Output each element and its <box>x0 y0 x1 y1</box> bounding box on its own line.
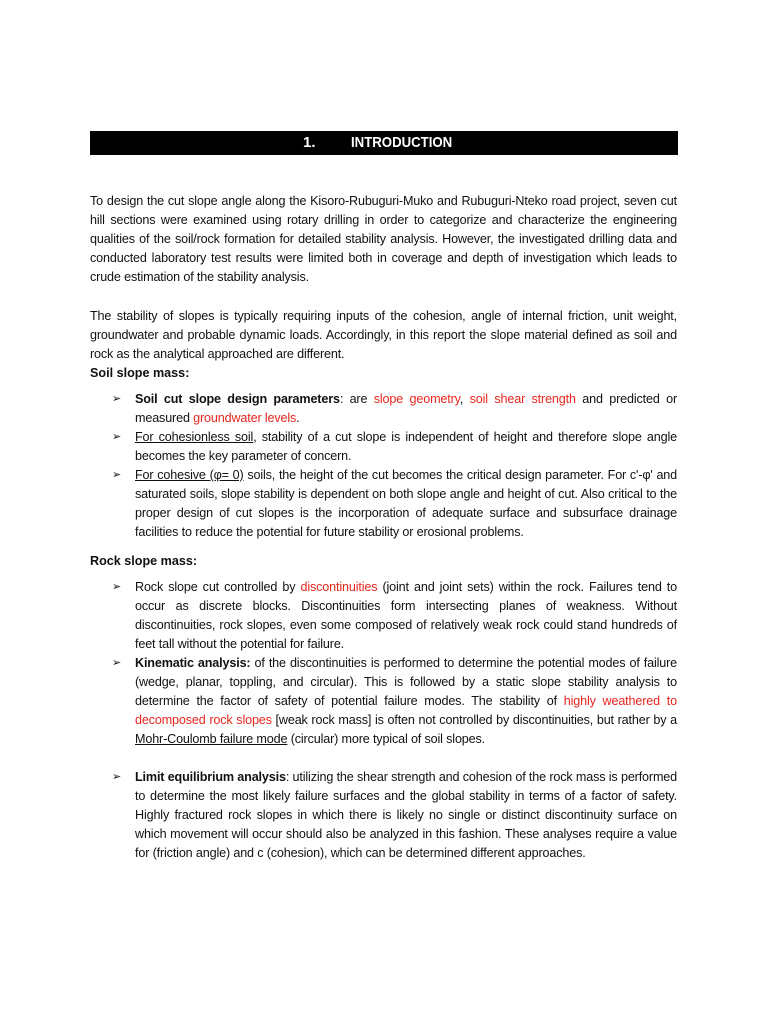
highlight-term: groundwater levels <box>193 411 297 425</box>
underlined-term: Mohr-Coulomb failure mode <box>135 732 288 746</box>
text-run: : utilizing the shear strength and cohesion of the rock mass is performed to determine the most likely failure surfaces and the global stability in terms of a factor of safety. Highly fractured rock slopes in which there is likely no single or distinct discontinuity surface on which movement will occur should also be analyzed in this fashion. These analyses require a value for (friction angle) and c (cohesion), which can be determined different approaches. <box>135 770 678 860</box>
bold-term: Soil cut slope design parameters <box>135 392 340 406</box>
soil-bullet-list <box>112 390 677 542</box>
highlight-term: discontinuities <box>300 580 378 594</box>
intro-paragraph-2: The stability of slopes is typically requiring inputs of the cohesion, angle of internal friction, unit weight, groundwater and probable dynamic loads. Accordingly, in this report the slope material defined as soil and rock as the analytical approached are different. <box>90 309 677 361</box>
text-run: [weak rock mass] is often not controlled by discontinuities, but rather by a <box>271 713 677 727</box>
list-item <box>112 578 677 654</box>
section-number: 1. <box>303 134 316 151</box>
text-run: . <box>296 411 300 425</box>
text-run: , <box>459 392 470 406</box>
rock-slope-heading: Rock slope mass: <box>90 554 198 568</box>
bold-term: Limit equilibrium analysis <box>135 770 286 784</box>
list-item <box>112 654 677 749</box>
list-item <box>112 768 677 863</box>
bold-term: Kinematic analysis: <box>135 656 251 670</box>
highlight-term: slope geometry <box>373 392 460 406</box>
text-run: (circular) more typical of soil slopes. <box>287 732 486 746</box>
list-item <box>112 390 677 428</box>
arrow-bullet-icon: ➢ <box>112 469 122 481</box>
text-run: of the discontinuities is performed to determine the potential modes of failure (wedge, planar, toppling, and circular). This is followed by a static slope stability analysis to determine the factor of safety of potential failure modes. The stability of <box>135 656 677 708</box>
underlined-term: For cohesionless soil <box>135 430 254 444</box>
arrow-bullet-icon: ➢ <box>112 393 122 405</box>
arrow-bullet-icon: ➢ <box>112 581 122 593</box>
text-run: Rock slope cut controlled by <box>135 580 301 594</box>
section-heading-bar <box>90 131 678 155</box>
text-run: soils, the height of the cut becomes the critical design parameter. For c'-φ' and saturated soils, slope stability is dependent on both slope angle and height of cut. Also critical to the proper design of cut slopes is the incorporation of adequate surface and subsurface drainage facilities to reduce the potential for future stability or erosional problems. <box>135 468 678 539</box>
text-run: : are <box>339 392 374 406</box>
list-item <box>112 428 677 466</box>
text-run: and predicted or measured <box>135 392 677 425</box>
arrow-bullet-icon: ➢ <box>112 657 122 669</box>
section-title: INTRODUCTION <box>351 134 453 151</box>
rock-bullet-list <box>112 578 677 863</box>
underlined-term: For cohesive (φ= 0) <box>135 468 244 482</box>
text-run: , stability of a cut slope is independent of height and therefore slope angle becomes the key parameter of concern. <box>135 430 677 463</box>
intro-paragraph-1: To design the cut slope angle along the Kisoro-Rubuguri-Muko and Rubuguri-Nteko road project, seven cut hill sections were examined using rotary drilling in order to categorize and characterize the engineering qualities of the soil/rock formation for detailed stability analysis. However, the investigated drilling data and conducted laboratory test results were limited both in coverage and depth of investigation which leads to crude estimation of the stability analysis. <box>90 194 677 284</box>
highlight-term: highly weathered to decomposed rock slopes <box>135 694 677 727</box>
list-item <box>112 466 677 542</box>
text-run: (joint and joint sets) within the rock. Failures tend to occur as discrete blocks. Discontinuities form intersecting planes of weakness. Without discontinuities, rock slopes, even some composed of relatively weak rock could stand hundreds of feet tall without the potential for failure. <box>135 580 677 651</box>
arrow-bullet-icon: ➢ <box>112 431 122 443</box>
arrow-bullet-icon: ➢ <box>112 771 122 783</box>
highlight-term: soil shear strength <box>469 392 576 406</box>
soil-slope-heading: Soil slope mass: <box>90 366 190 380</box>
